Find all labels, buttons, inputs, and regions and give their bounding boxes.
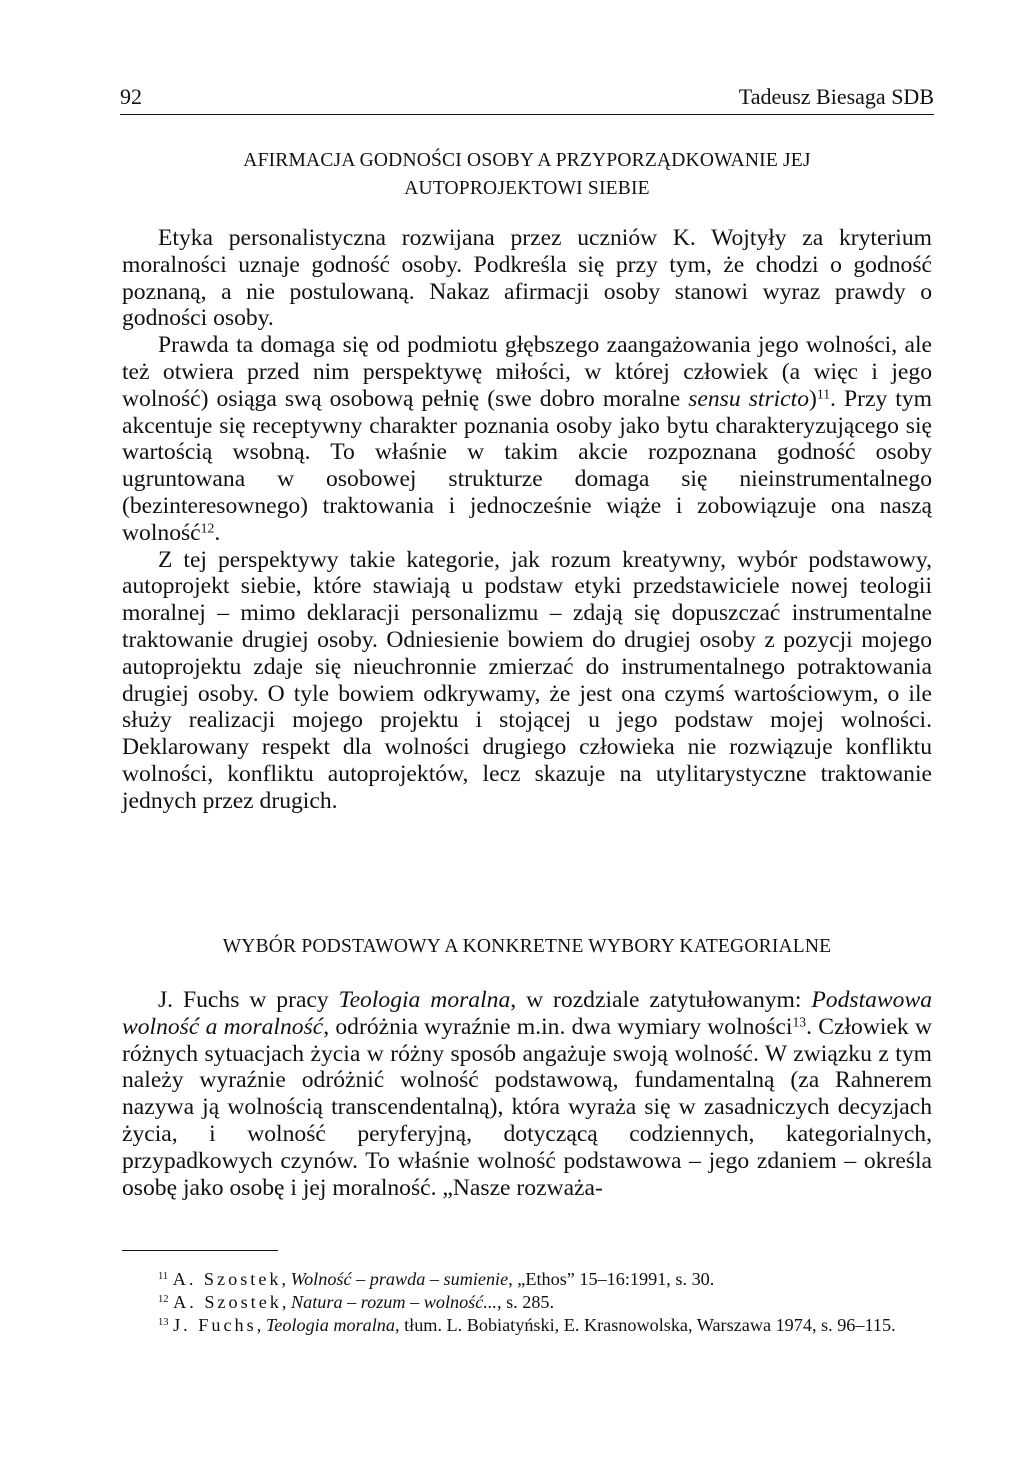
- text-run: , odróżnia wyraźnie m.in. dwa wymiary wolności: [323, 1013, 793, 1040]
- section-heading-2: WYBÓR PODSTAWOWY A KONKRETNE WYBORY KATEGORIALNE: [222, 936, 832, 957]
- paragraph: Z tej perspektywy takie kategorie, jak rozum kreatywny, wybór podstawowy, autoprojekt siebie, które stawiają u podstaw etyki przedstawiciele nowej teologii moralnej – mimo deklaracji personalizmu – zdają się dopuszczać instrumentalne traktowanie drugiej osoby. Odniesienie bowiem do drugiej osoby z pozycji mojego autoprojektu zdaje się nieuchronnie zmierzać do instrumentalnego potraktowania drugiej osoby. O tyle bowiem odkrywamy, że jest ona czymś wartościowym, o ile służy realizacji mojego projektu i stojącej u jego podstaw mojej wolności. Deklarowany respekt dla wolności drugiego człowieka nie rozwiązuje konfliktu wolności, konfliktu autoprojektów, lecz skazuje na utylitarystyczne traktowanie jednych przez drugich.: [122, 546, 932, 814]
- text-run: J. Fuchs w pracy: [158, 987, 339, 1013]
- footnote-author: A. Szostek: [172, 1269, 282, 1289]
- italic-term: sensu stricto: [688, 385, 810, 412]
- footnote-number: 11: [158, 1271, 169, 1283]
- footnote-title: Teologia moralna: [265, 1315, 395, 1335]
- section-2-body: [122, 987, 932, 1201]
- text-run: , w rozdziale zatytułowanym:: [510, 987, 812, 1013]
- text-run: ,: [256, 1315, 266, 1335]
- running-head: [120, 84, 934, 115]
- text-run: Prawda ta domaga się od podmiotu głębszego zaangażowania jego wolności, ale też otwiera przed nim perspektywę miłości, w której człowiek (a więc i jego wolność) osiąga swą osobową pełnię (swe dobro moralne: [122, 332, 932, 412]
- paragraph: Etyka personalistyczna rozwijana przez uczniów K. Wojtyły za kryterium moralności uznaje godność osoby. Podkreśla się przy tym, że chodzi o godność poznaną, a nie postulowaną. Nakaz afirmacji osoby stanowi wyraz prawdy o godności osoby.: [122, 225, 932, 332]
- section-1-body: [122, 225, 932, 815]
- text-run: .: [214, 519, 221, 546]
- footnote-title: Natura – rozum – wolność...: [291, 1292, 497, 1312]
- footnote-number: 12: [158, 1294, 169, 1306]
- footnote-divider: [122, 1250, 278, 1251]
- text-run: , „Ethos” 15–16:1991, s. 30.: [508, 1269, 715, 1289]
- text-run: , tłum. L. Bobiatyński, E. Krasnowolska, Warszawa 1974, s. 96–115.: [395, 1315, 896, 1335]
- page-number: 92: [120, 84, 142, 109]
- footnote-number: 13: [158, 1317, 169, 1329]
- paragraph: [122, 332, 932, 546]
- footnote-ref-13[interactable]: 13: [792, 1014, 807, 1030]
- italic-title: Teologia moralna: [338, 987, 511, 1013]
- text-run: , s. 285.: [496, 1292, 555, 1312]
- section-heading-1-line-2: AUTOPROJEKTOWI SIEBIE: [404, 178, 650, 199]
- footnote-ref-12[interactable]: 12: [200, 520, 215, 536]
- italic-title: Podstawowa wolność a moralność: [122, 987, 932, 1040]
- footnote-11: [122, 1268, 932, 1291]
- footnote-12: [122, 1291, 932, 1314]
- footnote-author: A. Szostek: [173, 1292, 282, 1312]
- footnotes: [122, 1268, 932, 1337]
- footnote-13: [122, 1314, 932, 1337]
- section-heading-1-line-1: AFIRMACJA GODNOŚCI OSOBY A PRZYPORZĄDKOWANIE JEJ: [243, 150, 811, 171]
- text-run: . Człowiek w różnych sytuacjach życia w różny sposób angażuje swoją wolność. W związku z tym należy wyraźnie odróżnić wolność podstawową, fundamentalną (za Rahnerem nazywa ją wolnością transcendentalną), która wyraża się w zasadniczych decyzjach życia, i wolność peryferyjną, dotyczącą codziennych, kategorialnych, przypadkowych czynów. To właśnie wolność podstawowa – jego zdaniem – określa osobę jako osobę i jej moralność. „Nasze rozważa-: [122, 1013, 932, 1201]
- text-run: ,: [281, 1269, 291, 1289]
- section-heading-1: [120, 147, 934, 203]
- footnote-author: J. Fuchs: [173, 1315, 257, 1335]
- footnote-ref-11[interactable]: 11: [816, 386, 831, 402]
- running-head-author: Tadeusz Biesaga SDB: [738, 84, 934, 109]
- text-run: . Przy tym akcentuje się receptywny charakter poznania osoby jako bytu charakteryzującego się wartością wsobną. To właśnie w takim akcie rozpoznana godność osoby ugruntowana w osobowej strukturze domaga się nieinstrumentalnego (bezinteresownego) traktowania i jednocześnie wiąże i zobowiązuje ona naszą wolność: [122, 385, 932, 546]
- text-run: ): [809, 385, 817, 412]
- text-run: ,: [281, 1292, 291, 1312]
- paragraph: [122, 987, 932, 1201]
- footnote-title: Wolność – prawda – sumienie: [290, 1269, 509, 1289]
